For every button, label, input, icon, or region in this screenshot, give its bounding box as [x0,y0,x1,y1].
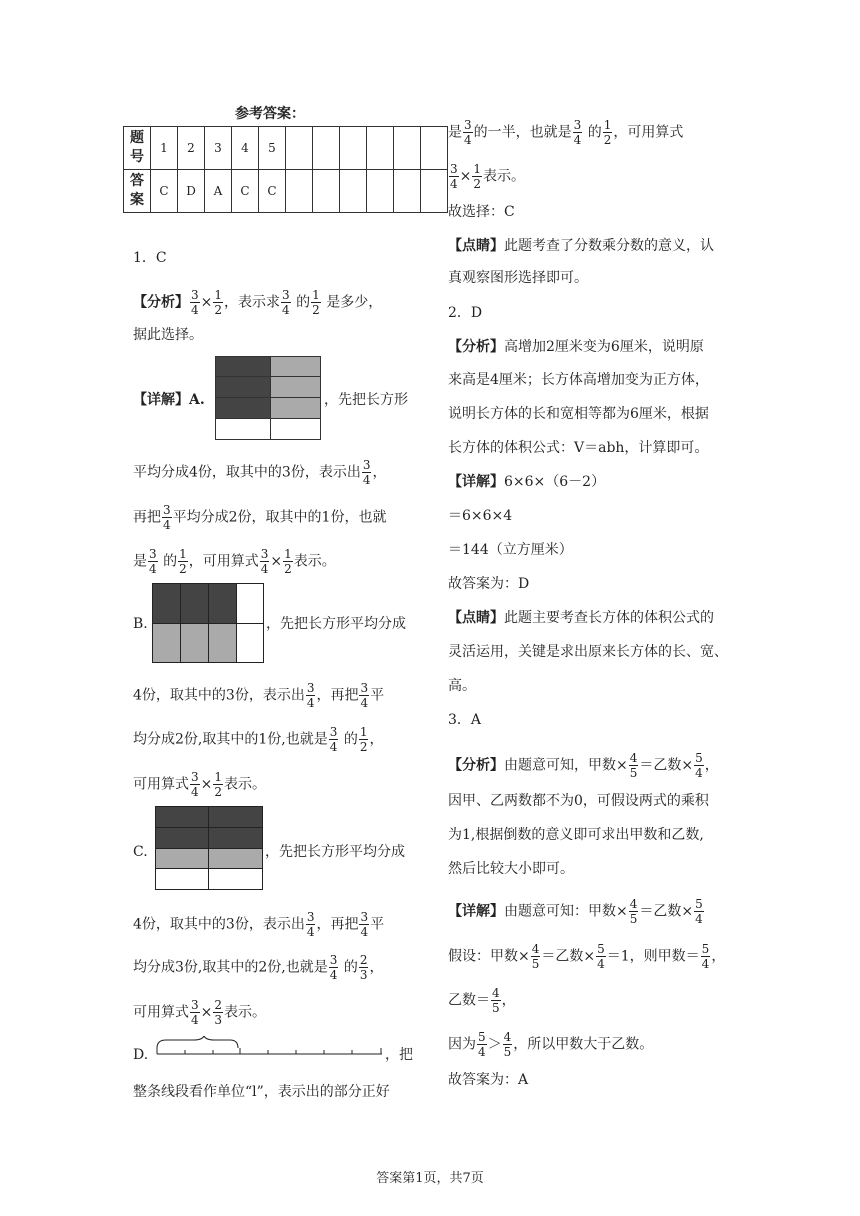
text-line: 4份，取其中的3份，表示出 $\frac{3}{4}$ ，再把 $\frac{3}{4}$ 平 [133,681,385,710]
text-line: 【点睛】此题主要考查长方体的体积公式的 [448,610,714,626]
text-line: D. [133,1047,149,1063]
text-line: 【详解】6×6×（6－2） [448,474,606,490]
text-line: 平均分成4份，取其中的3份，表示出 $\frac{3}{4}$ ， [133,458,387,487]
answer-table [123,126,448,213]
text-line: 高。 [448,678,476,694]
figure-d-segment [154,1036,384,1060]
table-cell: 1 [151,127,178,170]
fraction: $\frac{3}{4}$ [282,288,290,317]
table-cell [367,127,394,170]
label-analysis: 【分析】 [133,294,189,311]
text-line: 说明长方体的长和宽相等都为6厘米，根据 [448,406,709,422]
text-line: 均分成3份,取其中的2份,也就是 $\frac{3}{4}$ 的 $\frac{2}{3}$ ， [133,953,384,982]
text-line: 长方体的体积公式：V＝abh，计算即可。 [448,440,709,456]
text-line: 4份，取其中的3份，表示出 $\frac{3}{4}$ ，再把 $\frac{3}{4}$ 平 [133,910,385,939]
text-line: ，先把长方形 [324,392,408,408]
text-line: 因甲、乙两数都不为0，可假设两式的乘积 [448,793,709,809]
table-cell [313,127,340,170]
text-line: 假设：甲数× $\frac{4}{5}$ ＝乙数× $\frac{5}{4}$ ＝1，则甲数＝ $\frac{5}{4}$ ， [448,942,726,971]
table-cell [313,170,340,213]
table-cell [421,127,448,170]
text-line: 是 $\frac{3}{4}$ 的 $\frac{1}{2}$ ，可用算式 $\frac{3}{4}$ × $\frac{1}{2}$ 表示。 [133,547,336,576]
table-cell: 5 [259,127,286,170]
table-cell: C [151,170,178,213]
text-line: 【详解】由题意可知：甲数× $\frac{4}{5}$ ＝乙数× $\frac{5}{4}$ [448,897,703,926]
text-line: ，把 [385,1047,413,1063]
text-line: 【点睛】此题考查了分数乘分数的意义，认 [448,238,714,254]
table-cell: A [205,170,232,213]
table-cell [421,170,448,213]
text-line: 故答案为：A [448,1072,529,1088]
text-line: 可用算式 $\frac{3}{4}$ × $\frac{2}{3}$ 表示。 [133,998,267,1027]
table-cell: C [232,170,259,213]
row-label-number: 题号 [124,127,151,170]
question-2-heading: 2．D [448,305,483,321]
text-line: 因为 $\frac{5}{4}$ ＞ $\frac{4}{5}$ ，所以甲数大于乙数。 [448,1030,654,1059]
table-cell: 2 [178,127,205,170]
figure-c-rectangle [155,806,263,890]
text-line: 来高是4厘米；长方体高增加变为正方体， [448,372,709,388]
text-line: 为1,根据倒数的意义即可求出甲数和乙数, [448,827,704,843]
text-line: 再把 $\frac{3}{4}$ 平均分成2份，取其中的1份，也就 [133,503,387,532]
page-title: 参考答案： [235,106,305,122]
text-line: B. [133,616,148,632]
analysis-line: 【分析】 $\frac{3}{4}$ × $\frac{1}{2}$ ，表示求 $\frac{3}{4}$ 的 $\frac{1}{2}$ 是多少， [133,288,383,317]
text-line: 均分成2份,取其中的1份,也就是 $\frac{3}{4}$ 的 $\frac{1}{2}$ ， [133,725,384,754]
table-cell: C [259,170,286,213]
table-cell [367,170,394,213]
table-cell [394,127,421,170]
row-label-answer: 答案 [124,170,151,213]
text-line: 【分析】高增加2厘米变为6厘米，说明原 [448,339,704,355]
text-line: ，先把长方形平均分成 [265,844,405,860]
text-line: 真观察图形选择即可。 [448,270,588,286]
text-line: C. [133,844,148,860]
text-line: ，先把长方形平均分成 [266,616,406,632]
text-line: 据此选择。 [133,327,203,343]
text-line: 然后比较大小即可。 [448,861,574,877]
figure-b-rectangle [152,583,264,663]
text-line: 故答案为：D [448,576,530,592]
text-line: 故选择：C [448,204,515,220]
text-line: 整条线段看作单位“l”，表示出的部分正好 [133,1084,390,1100]
text-line: 【分析】由题意可知，甲数× $\frac{4}{5}$ ＝乙数× $\frac{5}{4}$ ， [448,751,719,780]
table-row [124,170,448,213]
question-1-heading: 1．C [133,250,167,266]
table-cell: 4 [232,127,259,170]
table-cell: 3 [205,127,232,170]
page-footer: 答案第1页，共7页 [376,1171,484,1186]
figure-a-rectangle [215,356,321,440]
text-line: 可用算式 $\frac{3}{4}$ × $\frac{1}{2}$ 表示。 [133,770,267,799]
text-line: $\frac{3}{4}$ × $\frac{1}{2}$ 表示。 [450,162,526,191]
table-cell [340,170,367,213]
detail-line: 【详解】A. [133,392,205,408]
table-row [124,127,448,170]
fraction: $\frac{1}{2}$ [312,288,320,317]
text-line: ＝144（立方厘米） [448,542,573,558]
fraction: $\frac{3}{4}$ [191,288,199,317]
text-line: ＝6×6×4 [448,508,513,524]
text-line: 灵活运用，关键是求出原来长方体的长、宽、 [448,644,728,660]
question-3-heading: 3．A [448,712,482,728]
fraction: $\frac{1}{2}$ [214,288,223,317]
table-cell [340,127,367,170]
table-cell [394,170,421,213]
table-cell: D [178,170,205,213]
table-cell [286,127,313,170]
text-line: 是 $\frac{3}{4}$ 的一半，也就是 $\frac{3}{4}$ 的 $\frac{1}{2}$ ，可用算式 [448,118,684,147]
table-cell [286,170,313,213]
text-line: 乙数＝ $\frac{4}{5}$ ， [448,986,516,1015]
